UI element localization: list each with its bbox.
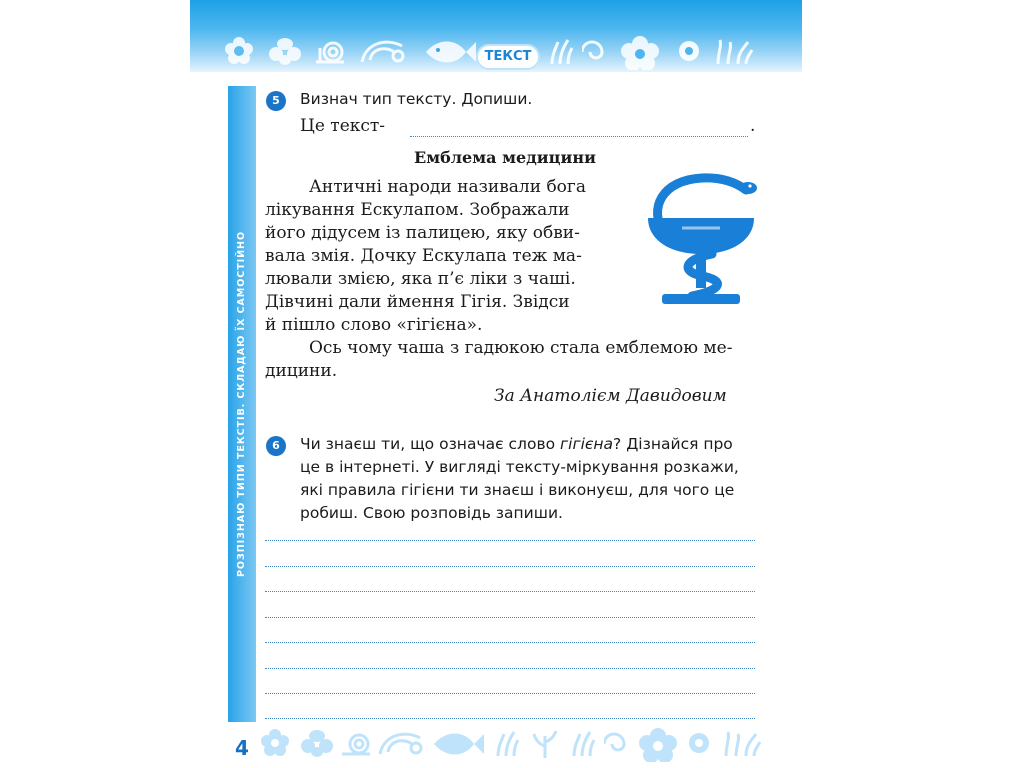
paragraph-line: його дідусем із палицею, яку обви- [265, 223, 580, 243]
task-instruction-line: які правила гігієни ти знаєш і виконуєш, для чого це [300, 481, 735, 499]
task-number-badge: 6 [266, 436, 286, 456]
writing-line[interactable] [265, 566, 755, 567]
task-instruction: Визнач тип тексту. Допиши. [300, 90, 533, 108]
flower-icon [638, 728, 678, 762]
text-title: Емблема медицини [414, 148, 596, 167]
leaf-swirl-icon [376, 728, 426, 760]
paragraph-line: Ось чому чаша з гадюкою стала емблемою ме- [309, 338, 733, 358]
fish-icon [422, 36, 478, 68]
paragraph-line: й пішло слово «гігієна». [265, 315, 483, 335]
answer-prefix: Це текст- [300, 116, 386, 136]
paragraph-line: лікування Ескулапом. Зображали [265, 200, 570, 220]
writing-line[interactable] [265, 668, 755, 669]
paragraph-line: Античні народи називали бога [309, 177, 586, 197]
task-instruction-line: це в інтернеті. У вигляді тексту-міркування розкажи, [300, 458, 739, 476]
gear-flower-icon [686, 728, 712, 758]
instruction-text: Чи знаєш ти, що означає слово [300, 435, 560, 453]
writing-line[interactable] [265, 642, 755, 643]
gear-flower-icon [676, 36, 702, 66]
section-label: ТЕКСТ [478, 46, 538, 68]
paragraph-line: Дівчині дали ймення Гігія. Звідси [265, 292, 570, 312]
task-instruction-line: робиш. Свою розповідь запиши. [300, 504, 563, 522]
leaf-swirl-icon [358, 36, 408, 68]
paragraph-line: дицини. [265, 361, 338, 381]
flower-icon [224, 36, 254, 66]
footer-ornaments [190, 728, 802, 764]
instruction-italic-word: гігієна [560, 435, 614, 453]
side-bar [228, 86, 256, 722]
task-number-badge: 5 [266, 91, 286, 111]
paragraph-line: вала змія. Дочку Ескулапа теж ма- [265, 246, 582, 266]
writing-line[interactable] [265, 540, 755, 541]
flower-icon [260, 728, 290, 758]
writing-line[interactable] [265, 718, 755, 719]
answer-suffix: . [750, 116, 756, 136]
grass-icon [714, 36, 754, 66]
grass-icon [570, 728, 596, 758]
writing-line[interactable] [265, 693, 755, 694]
grass-icon [722, 728, 762, 758]
snake-bowl-icon [642, 168, 760, 310]
snail-icon [314, 36, 346, 66]
answer-field[interactable] [410, 120, 748, 137]
snail-icon [340, 728, 372, 758]
flower-icon [300, 728, 334, 758]
fish-icon [430, 728, 486, 760]
plant-icon [530, 728, 560, 760]
writing-line[interactable] [265, 617, 755, 618]
side-bar-caption: РОЗПІЗНАЮ ТИПИ ТЕКСТІВ. СКЛАДАЮ ЇХ САМОСТІЙНО [236, 230, 247, 578]
text-author: За Анатолієм Давидовим [494, 386, 727, 406]
swirl-icon [604, 728, 632, 758]
writing-line[interactable] [265, 591, 755, 592]
swirl-icon [582, 36, 610, 66]
instruction-text: ? Дізнайся про [613, 435, 733, 453]
flower-icon [620, 36, 660, 70]
task-instruction-line [300, 435, 733, 453]
grass-icon [548, 36, 574, 66]
grass-icon [494, 728, 520, 758]
flower-icon [268, 36, 302, 66]
page-number: 4 [235, 736, 249, 760]
paragraph-line: лювали змією, яка п’є ліки з чаші. [265, 269, 576, 289]
workbook-page [190, 0, 802, 768]
